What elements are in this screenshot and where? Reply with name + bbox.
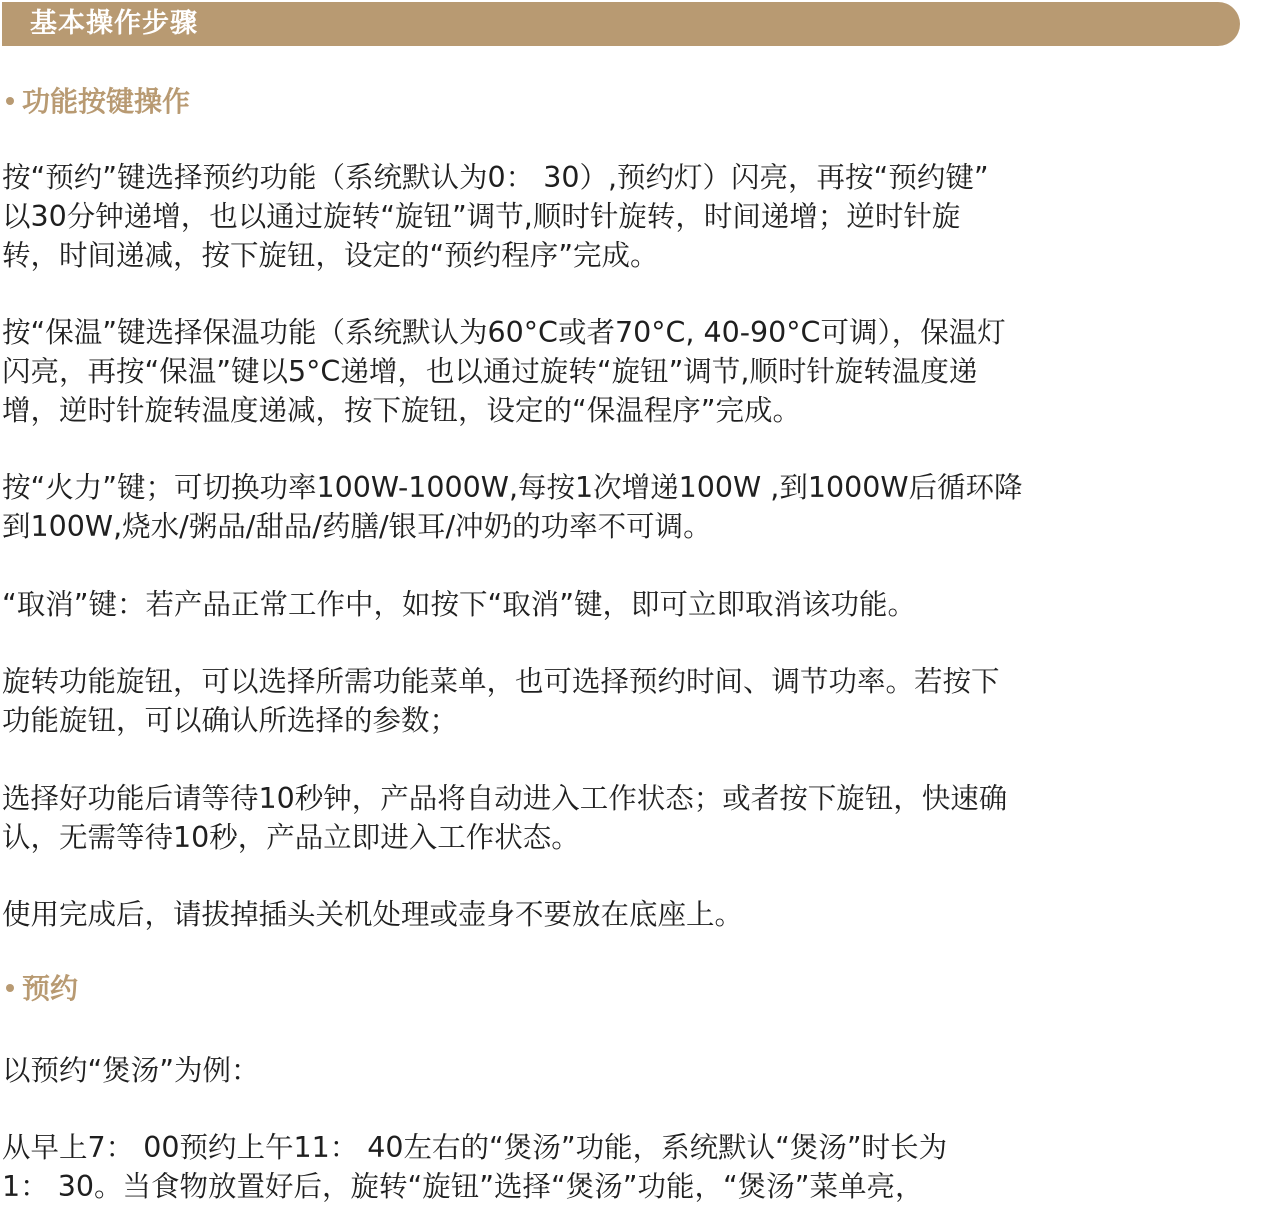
section-header-bar — [2, 2, 1240, 46]
section-heading-label: 预约 — [22, 972, 79, 1005]
paragraph-reservation-key — [2, 158, 1258, 275]
page-title: 基本操作步骤 — [30, 8, 198, 39]
paragraph-cancel-key — [2, 585, 1258, 624]
paragraph-line: 使用完成后，请拔掉插头关机处理或壶身不要放在底座上。 — [2, 898, 744, 931]
paragraph-auto-start — [2, 779, 1258, 857]
paragraph-line: 从早上7： 00预约上午11： 40左右的“煲汤”功能，系统默认“煲汤”时长为 — [2, 1131, 948, 1164]
paragraph-line: 选择好功能后请等待10秒钟，产品将自动进入工作状态；或者按下旋钮，快速确 — [2, 782, 1008, 815]
section-heading-label: 功能按键操作 — [22, 85, 191, 118]
paragraph-function-knob — [2, 662, 1258, 740]
paragraph-line: 按“火力”键；可切换功率100W-1000W,每按1次增递100W ,到1000W后循环降 — [2, 471, 1023, 504]
paragraph-line: 到100W,烧水/粥品/甜品/药膳/银耳/冲奶的功率不可调。 — [2, 510, 712, 543]
section-heading-function-keys — [6, 84, 190, 120]
paragraph-soup-example — [2, 1051, 1258, 1090]
paragraph-line: 按“预约”键选择预约功能（系统默认为0： 30）,预约灯）闪亮，再按“预约键” — [2, 161, 989, 194]
paragraph-line: 旋转功能旋钮，可以选择所需功能菜单，也可选择预约时间、调节功率。若按下 — [2, 665, 1000, 698]
paragraph-line: 以30分钟递增，也以通过旋转“旋钮”调节,顺时针旋转，时间递增；逆时针旋 — [2, 200, 961, 233]
bullet-icon — [6, 984, 14, 992]
paragraph-line: 认，无需等待10秒，产品立即进入工作状态。 — [2, 821, 580, 854]
paragraph-line: 功能旋钮，可以确认所选择的参数； — [2, 704, 459, 737]
section-heading-reservation — [6, 971, 78, 1007]
paragraph-line: 1： 30。当食物放置好后，旋转“旋钮”选择“煲汤”功能，“煲汤”菜单亮， — [2, 1170, 924, 1203]
paragraph-line: 以预约“煲汤”为例： — [2, 1054, 260, 1087]
paragraph-keep-warm-key — [2, 313, 1258, 430]
paragraph-line: 闪亮，再按“保温”键以5°C递增，也以通过旋转“旋钮”调节,顺时针旋转温度递 — [2, 355, 978, 388]
paragraph-line: 转，时间递减，按下旋钮，设定的“预约程序”完成。 — [2, 239, 659, 272]
bullet-icon — [6, 97, 14, 105]
paragraph-line: 增，逆时针旋转温度递减，按下旋钮，设定的“保温程序”完成。 — [2, 394, 802, 427]
paragraph-line: “取消”键：若产品正常工作中，如按下“取消”键，即可立即取消该功能。 — [2, 588, 917, 621]
paragraph-power-key — [2, 468, 1258, 546]
paragraph-after-use — [2, 895, 1258, 934]
paragraph-line: 按“保温”键选择保温功能（系统默认为60°C或者70°C, 40-90°C可调），保温灯 — [2, 316, 1006, 349]
paragraph-soup-schedule — [2, 1128, 1258, 1206]
